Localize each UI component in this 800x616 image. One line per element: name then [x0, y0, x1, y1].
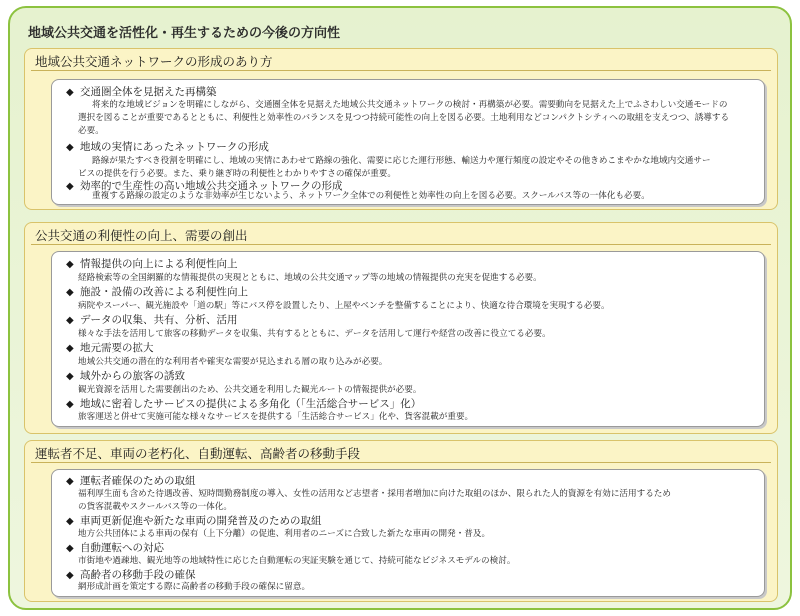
diamond-bullet-icon: ◆	[66, 399, 74, 410]
diamond-bullet-icon: ◆	[66, 516, 74, 527]
section-divider	[31, 244, 771, 245]
list-item-heading: ◆ 地元需要の拡大	[66, 342, 154, 354]
list-item-text: 旅客運送と併せて実施可能な様々なサービスを提供する「生活総合サービス」化や、貨客混載が重要。	[78, 412, 474, 422]
list-item-heading: ◆ 地域の実情にあったネットワークの形成	[66, 141, 269, 153]
diamond-bullet-icon: ◆	[66, 259, 74, 270]
section-content-box	[51, 469, 765, 597]
list-item-heading: ◆ 交通圏全体を見据えた再構築	[66, 86, 217, 98]
diamond-bullet-icon: ◆	[66, 543, 74, 554]
diamond-bullet-icon: ◆	[66, 181, 74, 192]
section-title: 運転者不足、車両の老朽化、自動運転、高齢者の移動手段	[35, 446, 361, 461]
list-item-heading: ◆ 施設・設備の改善による利便性向上	[66, 286, 248, 298]
list-item-text: 網形成計画を策定する際に高齢者の移動手段の確保に留意。	[78, 582, 311, 592]
list-item-text: ビスの提供を行う必要。また、乗り継ぎ時の利便性とわかりやすさの確保が重要。	[78, 169, 396, 179]
list-item-heading: ◆ 自動運転への対応	[66, 542, 164, 554]
list-item-text: 観光資源を活用した需要創出のため、公共交通を利用した観光ルートの情報提供が必要。	[78, 385, 422, 395]
list-item-text: 重複する路線の設定のような非効率が生じないよう、ネットワーク全体での利便性と効率性の向上を図る必要。スクールバス等の一体化も必要。	[92, 191, 650, 201]
list-item-heading: ◆ 情報提供の向上による利便性向上	[66, 258, 238, 270]
section-title: 地域公共交通ネットワークの形成のあり方	[35, 54, 273, 69]
diamond-bullet-icon: ◆	[66, 570, 74, 581]
section-drivers-vehicles	[24, 440, 778, 602]
list-item-text: 地方公共団体による車両の保有（上下分離）の促進、利用者のニーズに合致した新たな車両の開発・普及。	[78, 529, 491, 539]
list-item-heading: ◆ 効率的で生産性の高い地域公共交通ネットワークの形成	[66, 180, 343, 192]
list-item-text: 地域公共交通の潜在的な利用者や確実な需要が見込まれる層の取り込みが必要。	[78, 357, 388, 367]
diamond-bullet-icon: ◆	[66, 476, 74, 487]
list-item-text: 将来的な地域ビジョンを明確にしながら、交通圏全体を見据えた地域公共交通ネットワークの検討・再構築が必要。需要動向を見据えた上でふさわしい交通モードの	[92, 100, 728, 110]
section-divider	[31, 70, 771, 71]
diamond-bullet-icon: ◆	[66, 287, 74, 298]
diamond-bullet-icon: ◆	[66, 343, 74, 354]
outer-frame	[8, 6, 792, 610]
list-item-text: の貨客混載やスクールバス等の一体化。	[78, 502, 232, 512]
section-content-box	[51, 251, 765, 427]
list-item-heading: ◆ 高齢者の移動手段の確保	[66, 569, 196, 581]
page-title: 地域公共交通を活性化・再生するための今後の方向性	[28, 26, 341, 41]
list-item-heading: ◆ 運転者確保のための取組	[66, 475, 196, 487]
diamond-bullet-icon: ◆	[66, 315, 74, 326]
list-item-heading: ◆ 地域に密着したサービスの提供による多角化（「生活総合サービス」化）	[66, 398, 422, 410]
list-item-text: 様々な手法を活用して旅客の移動データを収集、共有するとともに、データを活用して運行や経営の改善に役立てる必要。	[78, 329, 551, 339]
list-item-heading: ◆ データの収集、共有、分析、活用	[66, 314, 238, 326]
section-title: 公共交通の利便性の向上、需要の創出	[35, 228, 248, 243]
list-item-text: 必要。	[78, 126, 104, 136]
list-item-text: 市街地や過疎地、観光地等の地域特性に応じた自動運転の実証実験を通じて、持続可能なビジネスモデルの検討。	[78, 556, 516, 566]
list-item-text: 病院やスーパー、観光施設や「道の駅」等にバス停を設置したり、上屋やベンチを整備することにより、快適な待合環境を実現する必要。	[78, 301, 610, 311]
section-network	[24, 48, 778, 210]
list-item-text: 路線が果たすべき役割を明確にし、地域の実情にあわせて路線の強化、需要に応じた運行形態、輸送力や運行頻度の設定やその他きめこまやかな地域内交通サー	[92, 156, 711, 166]
section-convenience	[24, 222, 778, 434]
section-divider	[31, 462, 771, 463]
list-item-text: 選択を図ることが重要であるとともに、利便性と効率性のバランスを見つつ持続可能性の向上を図る必要。土地利用などコンパクトシティへの取組を支えつつ、誘導する	[78, 113, 730, 123]
diamond-bullet-icon: ◆	[66, 142, 74, 153]
list-item-heading: ◆ 域外からの旅客の誘致	[66, 370, 185, 382]
list-item-text: 経路検索等の全国網羅的な情報提供の実現とともに、地域の公共交通マップ等の地域の情報提供の充実を促進する必要。	[78, 273, 542, 283]
list-item-text: 福利厚生面も含めた待遇改善、短時間勤務制度の導入、女性の活用など志望者・採用者増加に向けた取組のほか、限られた人的資源を有効に活用するため	[78, 489, 671, 499]
diamond-bullet-icon: ◆	[66, 371, 74, 382]
section-content-box	[51, 79, 765, 205]
diamond-bullet-icon: ◆	[66, 87, 74, 98]
list-item-heading: ◆ 車両更新促進や新たな車両の開発普及のための取組	[66, 515, 322, 527]
